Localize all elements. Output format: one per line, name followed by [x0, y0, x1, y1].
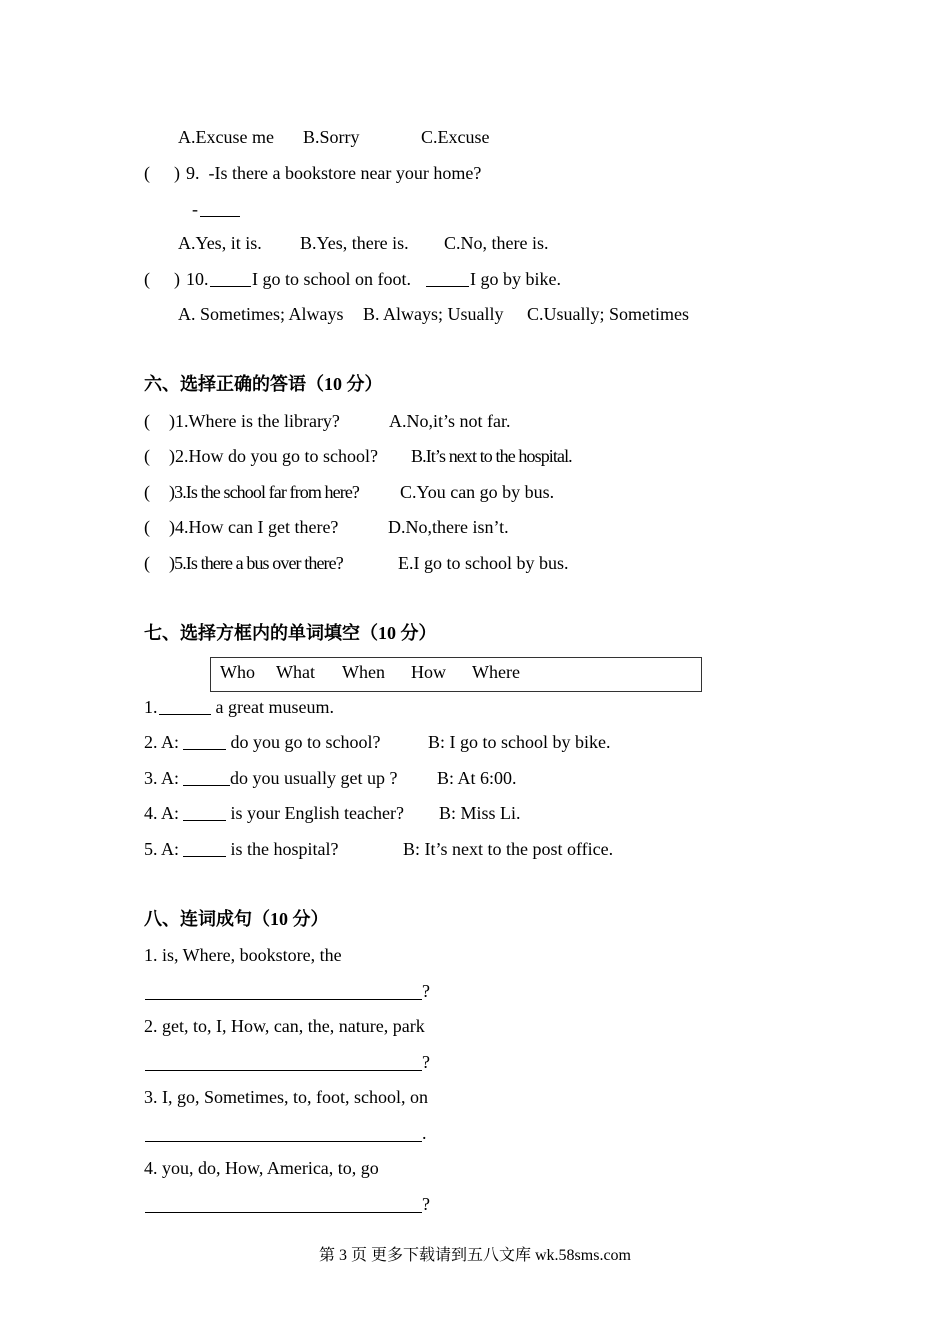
- s6-question-5: )5.Is there a bus over there?: [169, 553, 343, 573]
- word-bank-box: [210, 657, 702, 692]
- s8-q3-words: 3. I, go, Sometimes, to, foot, school, on: [144, 1087, 428, 1107]
- q10-number: 10.: [186, 269, 209, 289]
- s7-q5-blank[interactable]: [183, 840, 226, 857]
- q9-option-c: C.No, there is.: [444, 233, 549, 253]
- s6-paren-2: (: [144, 446, 150, 466]
- q10-paren-close: ): [174, 269, 180, 289]
- q10-option-a: A. Sometimes; Always: [178, 304, 344, 324]
- word-where: Where: [472, 662, 520, 682]
- s7-q5-b: B: It’s next to the post office.: [403, 839, 614, 859]
- word-who: Who: [220, 662, 255, 682]
- s7-q2-a: 2. A:: [144, 732, 180, 752]
- s6-paren-1: (: [144, 411, 150, 431]
- s6-question-4: )4.How can I get there?: [169, 517, 339, 537]
- q9-question: 9. -Is there a bookstore near your home?: [186, 163, 482, 183]
- section7-title: 七、选择方框内的单词填空（10 分）: [144, 623, 437, 643]
- q10-option-b: B. Always; Usually: [363, 304, 504, 324]
- s7-q3-text: do you usually get up ?: [230, 768, 398, 788]
- s8-q1-end: ?: [422, 981, 430, 1001]
- q10-part1: I go to school on foot.: [252, 269, 411, 289]
- s7-q2-text: do you go to school?: [226, 732, 381, 752]
- s6-paren-3: (: [144, 482, 150, 502]
- s8-q2-words: 2. get, to, I, How, can, the, nature, park: [144, 1016, 425, 1036]
- q8-option-a: A.Excuse me: [178, 127, 274, 147]
- s7-q5-a: 5. A:: [144, 839, 180, 859]
- q10-paren-open: (: [144, 269, 150, 289]
- q9-paren-open: (: [144, 163, 150, 183]
- s8-q2-end: ?: [422, 1052, 430, 1072]
- s8-q4-end: ?: [422, 1194, 430, 1214]
- s7-q5-text: is the hospital?: [226, 839, 339, 859]
- section6-title: 六、选择正确的答语（10 分）: [144, 374, 383, 394]
- s6-answer-b: B.It’s next to the hospital.: [411, 446, 572, 466]
- q9-paren-close: ): [174, 163, 180, 183]
- s7-q4-blank[interactable]: [183, 804, 226, 821]
- s8-q3-answer-line[interactable]: [145, 1141, 422, 1142]
- s7-q4-a: 4. A:: [144, 803, 180, 823]
- s7-q3-blank[interactable]: [183, 769, 230, 786]
- s8-q1-answer-line[interactable]: [145, 999, 422, 1000]
- s8-q4-answer-line[interactable]: [145, 1212, 422, 1213]
- q9-option-a: A.Yes, it is.: [178, 233, 262, 253]
- s6-answer-d: D.No,there isn’t.: [388, 517, 509, 537]
- word-how: How: [411, 662, 446, 682]
- q9-answer-blank[interactable]: [200, 200, 240, 217]
- s7-q4-text: is your English teacher?: [226, 803, 404, 823]
- q10-part2: I go by bike.: [470, 269, 561, 289]
- section8-title: 八、连词成句（10 分）: [144, 909, 329, 929]
- s7-q2-blank[interactable]: [183, 733, 226, 750]
- s8-q1-words: 1. is, Where, bookstore, the: [144, 945, 342, 965]
- word-when: When: [342, 662, 385, 682]
- s8-q4-words: 4. you, do, How, America, to, go: [144, 1158, 379, 1178]
- s6-paren-5: (: [144, 553, 150, 573]
- s6-paren-4: (: [144, 517, 150, 537]
- s7-q4-b: B: Miss Li.: [439, 803, 521, 823]
- s8-q2-answer-line[interactable]: [145, 1070, 422, 1071]
- q9-option-b: B.Yes, there is.: [300, 233, 409, 253]
- s7-q2-b: B: I go to school by bike.: [428, 732, 611, 752]
- q10-blank-1[interactable]: [210, 270, 251, 287]
- s7-q1-text: a great museum.: [211, 697, 334, 717]
- q10-option-c: C.Usually; Sometimes: [527, 304, 689, 324]
- s6-answer-c: C.You can go by bus.: [400, 482, 555, 502]
- s7-q1-num: 1.: [144, 697, 158, 717]
- s6-question-2: )2.How do you go to school?: [169, 446, 378, 466]
- q8-option-c: C.Excuse: [421, 127, 490, 147]
- s6-question-1: )1.Where is the library?: [169, 411, 340, 431]
- s6-answer-e: E.I go to school by bus.: [398, 553, 569, 573]
- page-footer: 第 3 页 更多下载请到五八文库 wk.58sms.com: [318, 1247, 631, 1264]
- s6-question-3: )3.Is the school far from here?: [169, 482, 360, 502]
- s7-q3-a: 3. A:: [144, 768, 180, 788]
- s8-q3-end: .: [422, 1123, 427, 1143]
- q10-blank-2[interactable]: [426, 270, 469, 287]
- s7-q3-b: B: At 6:00.: [437, 768, 517, 788]
- q9-answer-dash: -: [192, 199, 198, 219]
- word-what: What: [276, 662, 315, 682]
- s7-q1-blank[interactable]: [159, 698, 211, 715]
- q8-option-b: B.Sorry: [303, 127, 360, 147]
- s6-answer-a: A.No,it’s not far.: [389, 411, 511, 431]
